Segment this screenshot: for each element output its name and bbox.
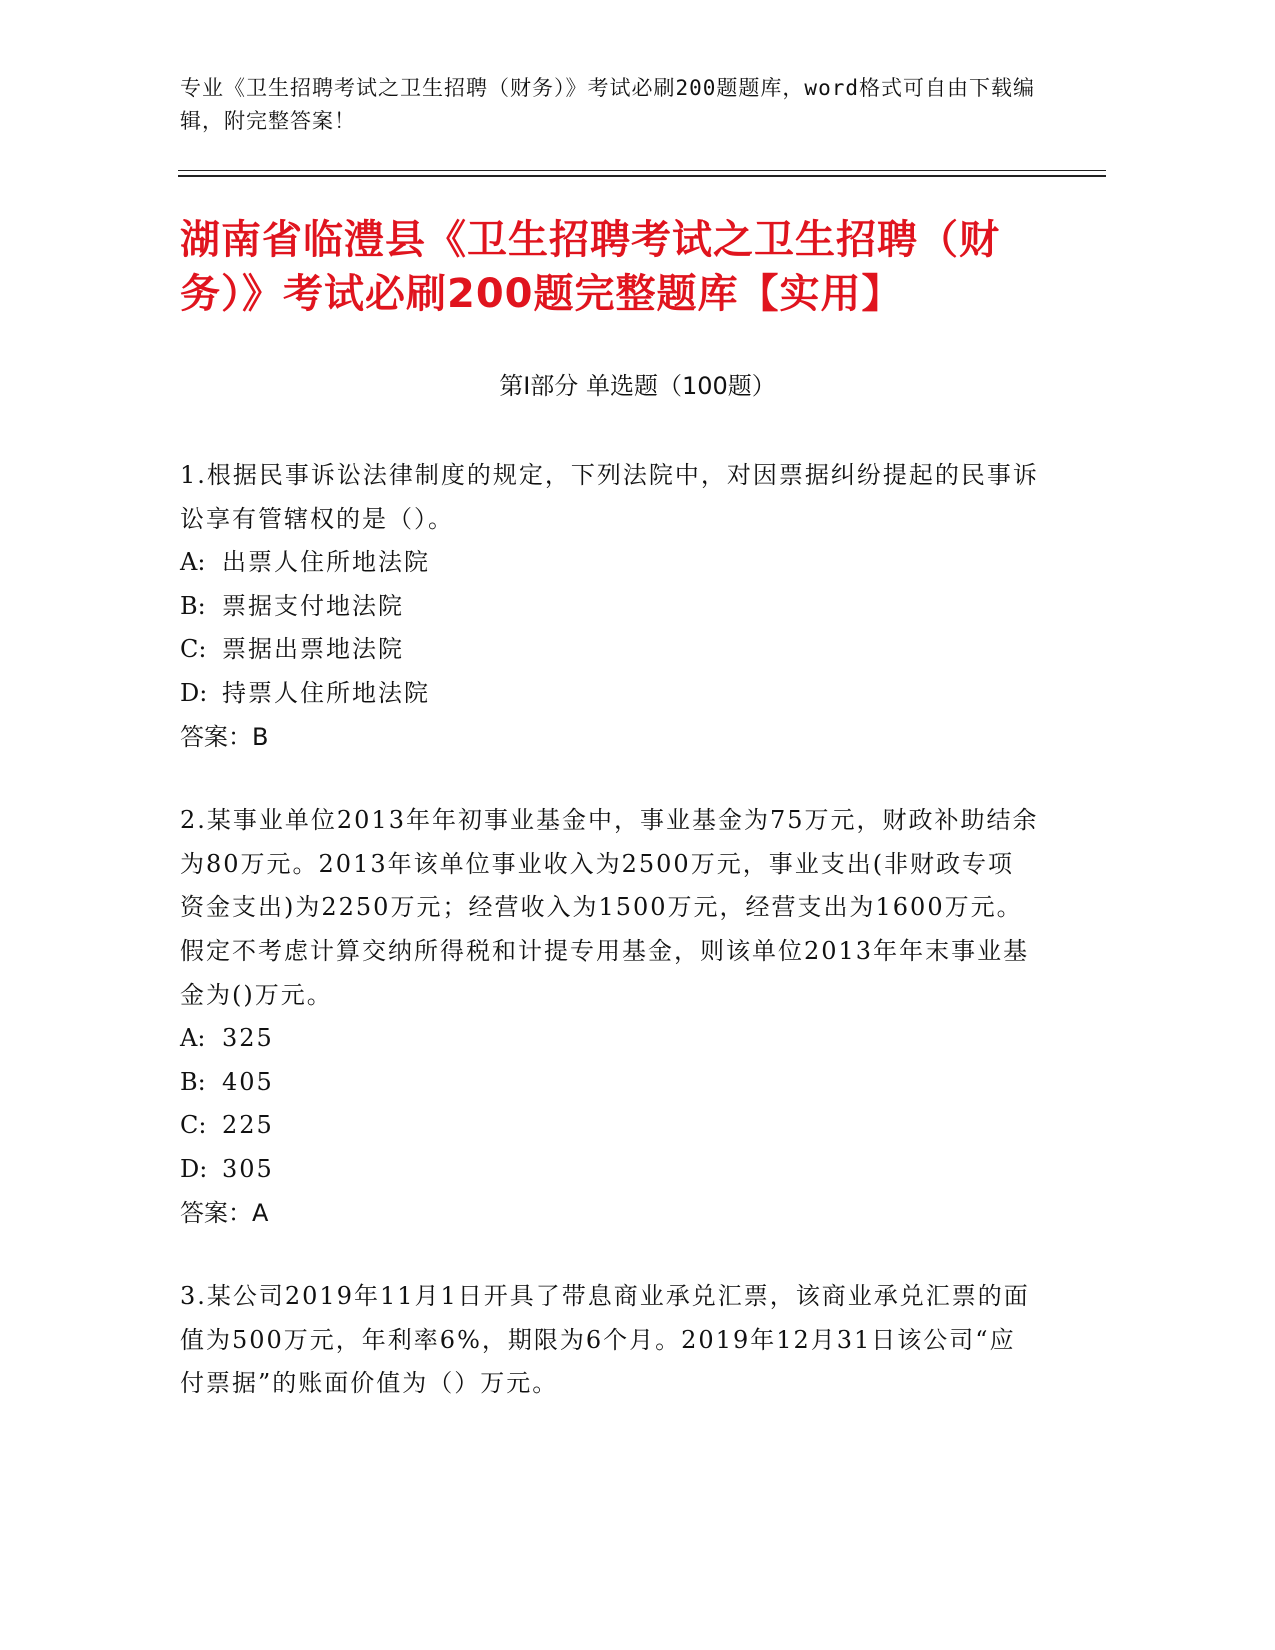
option-d — [180, 1148, 1040, 1192]
option-b — [180, 1061, 1040, 1105]
option-text: 225 — [222, 1111, 274, 1140]
answer: 答案：A — [180, 1198, 269, 1227]
option-c — [180, 1104, 1040, 1148]
question-1 — [180, 454, 1040, 759]
option-text: 405 — [222, 1067, 274, 1096]
question-text: 2.某事业单位2013年年初事业基金中，事业基金为75万元，财政补助结余为80万元。2013年该单位事业收入为2500万元，事业支出(非财政专项资金支出)为2250万元；经营收入为1500万元，经营支出为1600万元。假定不考虑计算交纳所得税和计提专用基金，则该单位2013年年末事业基金为()万元。 — [180, 806, 1039, 1009]
header-divider-thin — [178, 170, 1106, 171]
document-title: 湖南省临澧县《卫生招聘考试之卫生招聘（财务）》考试必刷200题完整题库【实用】 — [180, 217, 1000, 317]
question-list — [180, 454, 1040, 1446]
option-text: 票据支付地法院 — [222, 591, 404, 620]
option-text: 出票人住所地法院 — [222, 548, 430, 577]
section-title: 第Ⅰ部分 单选题（100题） — [499, 372, 776, 400]
option-text: 持票人住所地法院 — [222, 678, 430, 707]
question-text: 1.根据民事诉讼法律制度的规定，下列法院中，对因票据纠纷提起的民事诉讼享有管辖权的是（）。 — [180, 461, 1039, 533]
question-3 — [180, 1275, 1040, 1406]
option-label: B: — [180, 1067, 206, 1096]
option-a — [180, 541, 1040, 585]
option-label: B: — [180, 591, 206, 620]
option-label: C: — [180, 1111, 207, 1140]
option-text: 325 — [222, 1024, 274, 1053]
option-b — [180, 585, 1040, 629]
question-text: 3.某公司2019年11月1日开具了带息商业承兑汇票，该商业承兑汇票的面值为500万元，年利率6%，期限为6个月。2019年12月31日该公司“应付票据”的账面价值为（）万元。 — [180, 1282, 1030, 1398]
option-c — [180, 628, 1040, 672]
option-text: 305 — [222, 1154, 274, 1183]
question-2 — [180, 799, 1040, 1235]
option-label: D: — [180, 678, 208, 707]
answer: 答案：B — [180, 722, 269, 751]
option-label: A: — [180, 548, 206, 577]
option-a — [180, 1017, 1040, 1061]
option-d — [180, 672, 1040, 716]
option-label: A: — [180, 1024, 206, 1053]
option-label: D: — [180, 1154, 208, 1183]
option-label: C: — [180, 635, 207, 664]
option-text: 票据出票地法院 — [222, 635, 404, 664]
header-divider-thick — [178, 175, 1106, 177]
header-note: 专业《卫生招聘考试之卫生招聘（财务）》考试必刷200题题库，word格式可自由下载编辑，附完整答案！ — [180, 76, 1035, 133]
